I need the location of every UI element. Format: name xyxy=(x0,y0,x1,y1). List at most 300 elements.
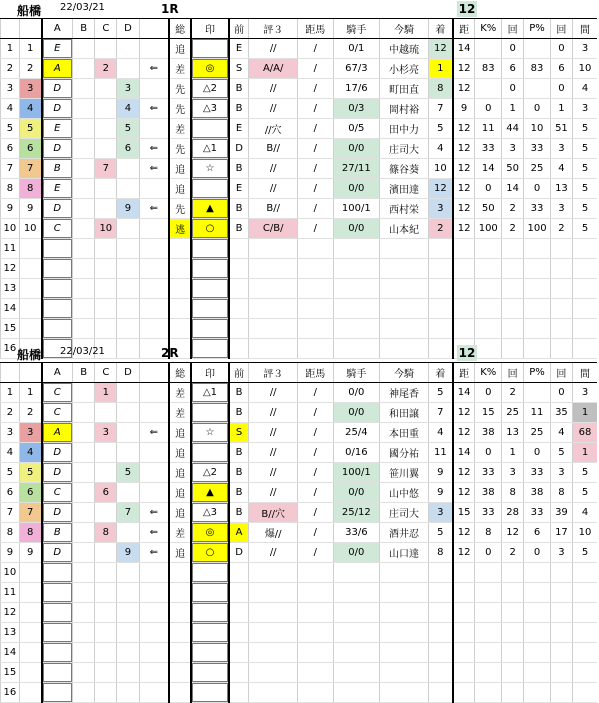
interval-cell xyxy=(573,683,597,703)
jockey-name-cell: 西村栄 xyxy=(380,199,429,219)
mark-d-cell xyxy=(117,423,139,443)
gate-number-cell: 8 xyxy=(19,523,41,543)
interval-cell xyxy=(573,623,597,643)
pace-arrow-cell xyxy=(139,603,169,623)
distance-horse-cell xyxy=(298,683,333,703)
row-number-cell: 11 xyxy=(1,239,20,259)
row-number-cell: 8 xyxy=(1,523,20,543)
mark-b-cell xyxy=(73,643,95,663)
jockey-name-cell xyxy=(380,603,429,623)
prediction-mark-cell: △2 xyxy=(191,79,229,99)
jockey-record-cell xyxy=(333,663,380,683)
distance-cell: 15 xyxy=(453,503,475,523)
running-style-cell: 逃 xyxy=(169,219,191,239)
jockey-record-cell: 0/0 xyxy=(333,219,380,239)
table-row[interactable] xyxy=(1,39,598,59)
mark-c-cell xyxy=(95,79,117,99)
rating-cell: // xyxy=(249,403,298,423)
pace-arrow-cell xyxy=(139,403,169,423)
finish-position-cell: 4 xyxy=(428,423,452,443)
table-row[interactable] xyxy=(1,383,598,403)
table-row[interactable] xyxy=(1,683,598,703)
k-percent-cell: 38 xyxy=(475,483,502,503)
interval-cell: 10 xyxy=(573,523,597,543)
mark-c-cell xyxy=(95,603,117,623)
mark-d-cell xyxy=(117,623,139,643)
running-style-cell xyxy=(169,643,191,663)
previous-grade-cell xyxy=(229,563,249,583)
table-row[interactable] xyxy=(1,643,598,663)
k-percent-cell xyxy=(475,259,502,279)
k-count-cell: 0 xyxy=(502,79,524,99)
p-percent-cell: 10 xyxy=(524,119,551,139)
p-percent-cell xyxy=(524,623,551,643)
jockey-name-cell xyxy=(380,239,429,259)
prediction-mark-cell: △3 xyxy=(191,99,229,119)
table-row[interactable] xyxy=(1,319,598,339)
distance-horse-cell: / xyxy=(298,423,333,443)
prediction-mark-cell xyxy=(191,259,229,279)
table-row[interactable] xyxy=(1,563,598,583)
running-style-cell: 差 xyxy=(169,403,191,423)
p-count-cell xyxy=(550,299,572,319)
distance-cell: 9 xyxy=(453,99,475,119)
mark-a-cell xyxy=(42,563,73,583)
prediction-mark-cell xyxy=(191,443,229,463)
jockey-record-cell: 33/6 xyxy=(333,523,380,543)
p-count-cell: 3 xyxy=(550,139,572,159)
table-row[interactable] xyxy=(1,463,598,483)
table-row[interactable] xyxy=(1,239,598,259)
jockey-record-cell: 17/6 xyxy=(333,79,380,99)
prediction-mark-cell: ◎ xyxy=(191,523,229,543)
pace-arrow-cell xyxy=(139,219,169,239)
jockey-record-cell xyxy=(333,603,380,623)
interval-cell: 3 xyxy=(573,383,597,403)
interval-cell: 4 xyxy=(573,503,597,523)
venue-label: 船橋 xyxy=(17,4,42,18)
mark-d-cell: 7 xyxy=(117,503,139,523)
col-header-prediction-mark: 印 xyxy=(191,363,229,383)
distance-cell xyxy=(453,279,475,299)
interval-cell: 5 xyxy=(573,139,597,159)
prediction-mark-cell xyxy=(191,119,229,139)
mark-c-cell: 1 xyxy=(95,383,117,403)
jockey-name-cell: 本田重 xyxy=(380,423,429,443)
gate-number-cell: 6 xyxy=(19,139,41,159)
mark-a-cell: B xyxy=(42,523,73,543)
jockey-name-cell: 山中悠 xyxy=(380,483,429,503)
jockey-name-cell: 國分祐 xyxy=(380,443,429,463)
row-number-cell: 4 xyxy=(1,443,20,463)
running-style-cell: 差 xyxy=(169,59,191,79)
k-count-cell: 1 xyxy=(502,99,524,119)
jockey-name-cell: 濱田達 xyxy=(380,179,429,199)
table-row[interactable] xyxy=(1,219,598,239)
table-row[interactable] xyxy=(1,423,598,443)
pace-arrow-cell xyxy=(139,443,169,463)
rating-cell: B// xyxy=(249,199,298,219)
k-count-cell: 1 xyxy=(502,443,524,463)
k-percent-cell: 33 xyxy=(475,503,502,523)
p-count-cell xyxy=(550,239,572,259)
table-row[interactable] xyxy=(1,443,598,463)
p-percent-cell: 83 xyxy=(524,59,551,79)
table-row[interactable] xyxy=(1,603,598,623)
distance-horse-cell: / xyxy=(298,199,333,219)
mark-b-cell xyxy=(73,663,95,683)
k-count-cell xyxy=(502,643,524,663)
interval-cell: 5 xyxy=(573,199,597,219)
running-style-cell: 差 xyxy=(169,523,191,543)
p-count-cell xyxy=(550,643,572,663)
pace-arrow-cell xyxy=(139,259,169,279)
jockey-name-cell: 和田譲 xyxy=(380,403,429,423)
interval-cell: 3 xyxy=(573,39,597,59)
distance-horse-cell xyxy=(298,663,333,683)
distance-horse-cell: / xyxy=(298,503,333,523)
distance-cell: 12 xyxy=(453,543,475,563)
k-percent-cell: 11 xyxy=(475,119,502,139)
previous-grade-cell: B xyxy=(229,443,249,463)
table-row[interactable] xyxy=(1,403,598,423)
prediction-mark-cell xyxy=(191,663,229,683)
p-count-cell: 35 xyxy=(550,403,572,423)
mark-b-cell xyxy=(73,219,95,239)
jockey-name-cell xyxy=(380,279,429,299)
gate-number-cell xyxy=(19,603,41,623)
running-style-cell xyxy=(169,683,191,703)
k-count-cell xyxy=(502,299,524,319)
jockey-record-cell: 0/0 xyxy=(333,403,380,423)
table-row[interactable] xyxy=(1,663,598,683)
k-percent-cell xyxy=(475,643,502,663)
k-percent-cell xyxy=(475,683,502,703)
interval-cell: 1 xyxy=(573,403,597,423)
gate-number-cell xyxy=(19,583,41,603)
mark-c-cell xyxy=(95,643,117,663)
rating-cell: //穴 xyxy=(249,119,298,139)
table-row[interactable] xyxy=(1,279,598,299)
col-header-pace-arrow xyxy=(139,19,169,39)
finish-position-cell: 12 xyxy=(428,179,452,199)
mark-a-cell: D xyxy=(42,79,73,99)
distance-cell: 12 xyxy=(453,139,475,159)
previous-grade-cell: S xyxy=(229,423,249,443)
mark-b-cell xyxy=(73,279,95,299)
pace-arrow-cell xyxy=(139,279,169,299)
prediction-mark-cell: △2 xyxy=(191,463,229,483)
col-header-running-style: 総 xyxy=(169,19,191,39)
table-row[interactable] xyxy=(1,523,598,543)
prediction-mark-cell xyxy=(191,403,229,423)
prediction-mark-cell xyxy=(191,643,229,663)
k-count-cell: 3 xyxy=(502,463,524,483)
distance-cell xyxy=(453,643,475,663)
jockey-record-cell: 0/0 xyxy=(333,543,380,563)
gate-number-cell: 3 xyxy=(19,423,41,443)
col-header-distance: 距 xyxy=(453,19,475,39)
prediction-mark-cell xyxy=(191,683,229,703)
table-row[interactable] xyxy=(1,159,598,179)
row-number-cell: 15 xyxy=(1,663,20,683)
interval-cell: 5 xyxy=(573,159,597,179)
running-style-cell xyxy=(169,663,191,683)
p-percent-cell: 0 xyxy=(524,543,551,563)
interval-cell: 5 xyxy=(573,219,597,239)
interval-cell: 5 xyxy=(573,179,597,199)
p-count-cell: 6 xyxy=(550,59,572,79)
distance-horse-cell xyxy=(298,583,333,603)
k-percent-cell xyxy=(475,623,502,643)
running-style-cell xyxy=(169,239,191,259)
jockey-record-cell: 100/1 xyxy=(333,463,380,483)
mark-a-cell xyxy=(42,603,73,623)
gate-number-cell: 2 xyxy=(19,403,41,423)
finish-position-cell: 10 xyxy=(428,159,452,179)
table-row[interactable] xyxy=(1,99,598,119)
mark-c-cell xyxy=(95,319,117,339)
row-number-cell: 1 xyxy=(1,39,20,59)
mark-b-cell xyxy=(73,99,95,119)
distance-cell: 12 xyxy=(453,59,475,79)
race-header xyxy=(0,344,599,362)
col-header-mark-d: D xyxy=(117,19,139,39)
distance-horse-cell: / xyxy=(298,179,333,199)
mark-b-cell xyxy=(73,59,95,79)
k-count-cell: 3 xyxy=(502,139,524,159)
col-header-previous-grade: 前 xyxy=(229,19,249,39)
mark-b-cell xyxy=(73,483,95,503)
col-header-p-count: 回 xyxy=(550,363,572,383)
p-percent-cell: 33 xyxy=(524,463,551,483)
mark-a-cell xyxy=(42,259,73,279)
col-header-gate-number xyxy=(19,19,41,39)
mark-a-cell: D xyxy=(42,463,73,483)
interval-cell xyxy=(573,563,597,583)
col-header-mark-c: C xyxy=(95,363,117,383)
previous-grade-cell: E xyxy=(229,39,249,59)
k-count-cell: 6 xyxy=(502,59,524,79)
p-count-cell: 3 xyxy=(550,543,572,563)
jockey-record-cell: 0/0 xyxy=(333,179,380,199)
pace-arrow-cell xyxy=(139,383,169,403)
finish-position-cell xyxy=(428,279,452,299)
distance-horse-cell xyxy=(298,299,333,319)
mark-b-cell xyxy=(73,159,95,179)
mark-a-cell xyxy=(42,319,73,339)
rating-cell: 爆// xyxy=(249,523,298,543)
jockey-name-cell: 庄司大 xyxy=(380,139,429,159)
rating-cell: // xyxy=(249,423,298,443)
interval-cell: 5 xyxy=(573,483,597,503)
finish-position-cell: 8 xyxy=(428,79,452,99)
mark-a-cell: A xyxy=(42,59,73,79)
table-row[interactable] xyxy=(1,623,598,643)
prediction-mark-cell xyxy=(191,623,229,643)
distance-cell xyxy=(453,663,475,683)
previous-grade-cell xyxy=(229,683,249,703)
previous-grade-cell: D xyxy=(229,139,249,159)
table-row[interactable] xyxy=(1,543,598,563)
running-style-cell: 差 xyxy=(169,119,191,139)
table-row[interactable] xyxy=(1,119,598,139)
row-number-cell: 10 xyxy=(1,219,20,239)
mark-c-cell xyxy=(95,179,117,199)
distance-horse-cell: / xyxy=(298,139,333,159)
mark-d-cell xyxy=(117,683,139,703)
mark-b-cell xyxy=(73,239,95,259)
distance-cell: 14 xyxy=(453,383,475,403)
gate-number-cell: 7 xyxy=(19,159,41,179)
p-count-cell: 5 xyxy=(550,443,572,463)
venue-label: 船橋 xyxy=(17,348,42,362)
mark-b-cell xyxy=(73,443,95,463)
row-number-cell: 14 xyxy=(1,299,20,319)
jockey-name-cell: 山口達 xyxy=(380,543,429,563)
table-row[interactable] xyxy=(1,503,598,523)
jockey-name-cell xyxy=(380,623,429,643)
jockey-name-cell xyxy=(380,259,429,279)
p-count-cell xyxy=(550,259,572,279)
mark-c-cell: 6 xyxy=(95,483,117,503)
interval-cell: 3 xyxy=(573,99,597,119)
jockey-record-cell xyxy=(333,259,380,279)
finish-position-cell: 1 xyxy=(428,59,452,79)
row-number-cell: 15 xyxy=(1,319,20,339)
table-row[interactable] xyxy=(1,59,598,79)
col-header-finish-position: 着 xyxy=(428,363,452,383)
running-style-cell: 追 xyxy=(169,503,191,523)
p-percent-cell xyxy=(524,663,551,683)
race-table xyxy=(0,18,597,359)
gate-number-cell: 10 xyxy=(19,219,41,239)
pace-arrow-cell xyxy=(139,239,169,259)
prediction-mark-cell xyxy=(191,583,229,603)
mark-d-cell: 4 xyxy=(117,99,139,119)
col-header-mark-b: B xyxy=(73,363,95,383)
mark-c-cell xyxy=(95,623,117,643)
jockey-name-cell: 篠谷葵 xyxy=(380,159,429,179)
row-number-cell: 16 xyxy=(1,683,20,703)
p-percent-cell xyxy=(524,239,551,259)
table-row[interactable] xyxy=(1,199,598,219)
pace-arrow-cell xyxy=(139,563,169,583)
jockey-name-cell xyxy=(380,663,429,683)
row-number-cell: 9 xyxy=(1,543,20,563)
prediction-mark-cell xyxy=(191,299,229,319)
table-row[interactable] xyxy=(1,583,598,603)
mark-b-cell xyxy=(73,79,95,99)
col-header-k-percent: K% xyxy=(475,363,502,383)
jockey-name-cell: 小杉亮 xyxy=(380,59,429,79)
prediction-mark-cell: ▲ xyxy=(191,199,229,219)
p-count-cell: 0 xyxy=(550,383,572,403)
previous-grade-cell xyxy=(229,603,249,623)
rating-cell: C/B/ xyxy=(249,219,298,239)
jockey-record-cell: 100/1 xyxy=(333,199,380,219)
table-row[interactable] xyxy=(1,179,598,199)
table-row[interactable] xyxy=(1,483,598,503)
p-count-cell: 17 xyxy=(550,523,572,543)
running-style-cell: 追 xyxy=(169,179,191,199)
mark-d-cell xyxy=(117,239,139,259)
mark-a-cell: D xyxy=(42,199,73,219)
mark-b-cell xyxy=(73,259,95,279)
gate-number-cell xyxy=(19,563,41,583)
distance-horse-cell: / xyxy=(298,383,333,403)
k-count-cell xyxy=(502,623,524,643)
gate-number-cell: 1 xyxy=(19,39,41,59)
finish-position-cell: 5 xyxy=(428,119,452,139)
pace-arrow-cell xyxy=(139,483,169,503)
k-count-cell: 0 xyxy=(502,39,524,59)
running-style-cell: 追 xyxy=(169,39,191,59)
jockey-record-cell: 0/16 xyxy=(333,443,380,463)
table-row[interactable] xyxy=(1,139,598,159)
mark-d-cell: 5 xyxy=(117,463,139,483)
jockey-name-cell xyxy=(380,643,429,663)
distance-cell: 12 xyxy=(453,483,475,503)
mark-c-cell xyxy=(95,119,117,139)
rating-cell: A/A/ xyxy=(249,59,298,79)
pace-arrow-cell xyxy=(139,583,169,603)
p-count-cell xyxy=(550,583,572,603)
mark-a-cell xyxy=(42,643,73,663)
mark-c-cell xyxy=(95,543,117,563)
row-number-cell: 7 xyxy=(1,159,20,179)
table-row[interactable] xyxy=(1,299,598,319)
pace-arrow-cell xyxy=(139,463,169,483)
finish-position-cell xyxy=(428,583,452,603)
rating-cell xyxy=(249,583,298,603)
prediction-mark-cell xyxy=(191,179,229,199)
previous-grade-cell: B xyxy=(229,159,249,179)
col-header-mark-a: A xyxy=(42,363,73,383)
table-row[interactable] xyxy=(1,79,598,99)
gate-number-cell: 9 xyxy=(19,199,41,219)
p-count-cell: 0 xyxy=(550,39,572,59)
pace-arrow-cell: ⇐ xyxy=(139,159,169,179)
p-count-cell: 3 xyxy=(550,199,572,219)
interval-cell: 10 xyxy=(573,59,597,79)
previous-grade-cell: B xyxy=(229,219,249,239)
col-header-rating: 評３ xyxy=(249,363,298,383)
jockey-record-cell: 0/5 xyxy=(333,119,380,139)
mark-d-cell xyxy=(117,603,139,623)
running-style-cell: 先 xyxy=(169,139,191,159)
rating-cell: // xyxy=(249,463,298,483)
finish-position-cell xyxy=(428,319,452,339)
col-header-jockey-name: 今騎 xyxy=(380,363,429,383)
k-count-cell: 2 xyxy=(502,219,524,239)
gate-number-cell: 5 xyxy=(19,463,41,483)
jockey-name-cell xyxy=(380,683,429,703)
running-style-cell xyxy=(169,603,191,623)
distance-cell xyxy=(453,683,475,703)
rating-cell: B// xyxy=(249,139,298,159)
jockey-record-cell: 25/4 xyxy=(333,423,380,443)
previous-grade-cell: B xyxy=(229,403,249,423)
mark-d-cell xyxy=(117,219,139,239)
table-row[interactable] xyxy=(1,259,598,279)
interval-cell: 1 xyxy=(573,443,597,463)
gate-number-cell: 1 xyxy=(19,383,41,403)
jockey-record-cell xyxy=(333,319,380,339)
k-percent-cell: 50 xyxy=(475,199,502,219)
running-style-cell: 先 xyxy=(169,79,191,99)
row-number-cell: 8 xyxy=(1,179,20,199)
